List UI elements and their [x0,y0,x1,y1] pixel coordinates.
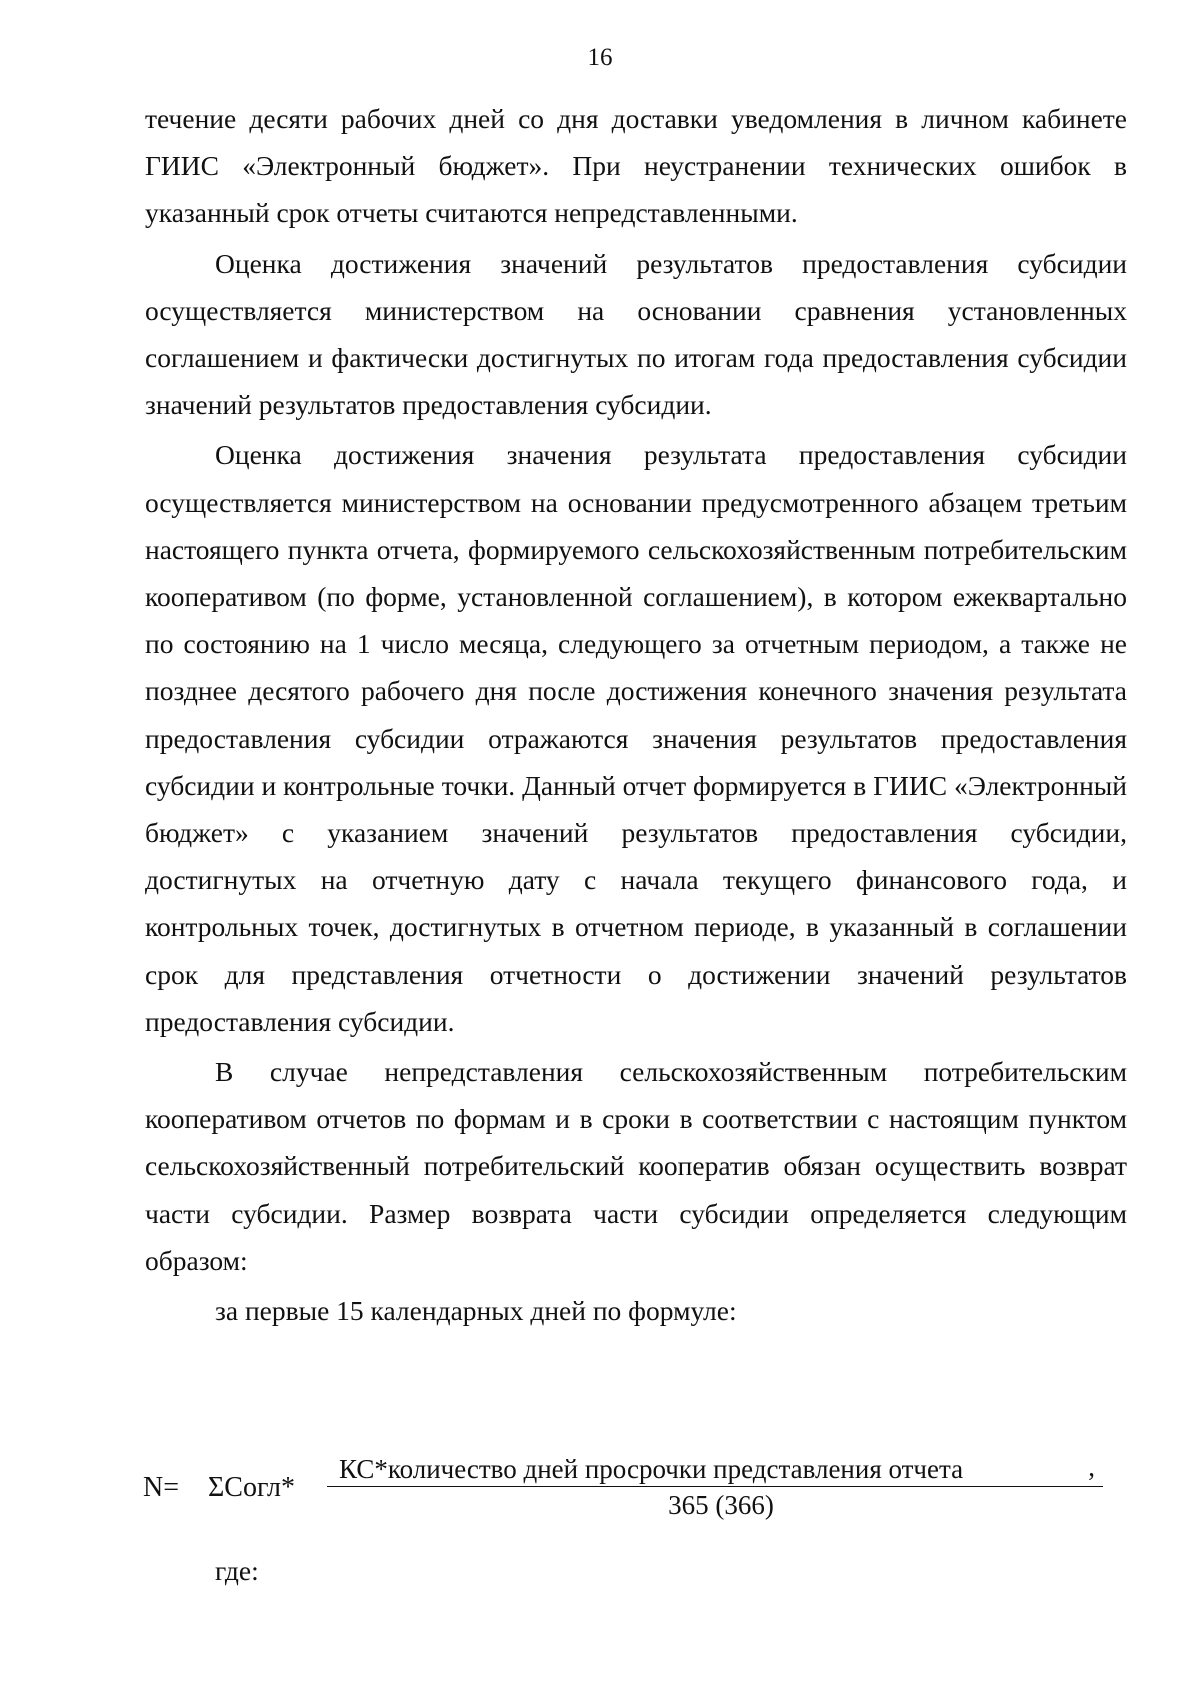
page-number: 16 [587,44,613,71]
formula [143,1452,1123,1532]
paragraph-3: Оценка достижения значения результата предоставления субсидии осуществляется министерством на основании предусмотренного абзацем третьим настоящего пункта отчета, формируемого сельскохозяйственным потребительским кооперативом (по форме, установленной соглашением), в котором ежеквартально по состоянию на 1 число месяца, следующего за отчетным периодом, а также не позднее десятого рабочего дня после достижения конечного значения результата предоставления субсидии отражаются значения результатов предоставления субсидии и контрольные точки. Данный отчет формируется в ГИИС «Электронный бюджет» с указанием значений результатов предоставления субсидии, достигнутых на отчетную дату с начала текущего финансового года, и контрольных точек, достигнутых в отчетном периоде, в указанный в соглашении срок для представления отчетности о достижении значений результатов предоставления субсидии. [145,439,1127,1037]
body-text [145,95,1127,1337]
formula-lhs: N= [143,1472,180,1503]
formula-denominator: 365 (366) [668,1490,774,1520]
paragraph-4: В случае непредставления сельскохозяйственным потребительским кооперативом отчетов по формам и в сроки в соответствии с настоящим пунктом сельскохозяйственный потребительский кооператив обязан осуществить возврат части субсидии. Размер возврата части субсидии определяется следующим образом: [145,1056,1127,1276]
formula-fraction [327,1452,1103,1523]
where-label: где: [215,1555,259,1586]
formula-numerator [327,1452,1103,1487]
paragraph-1: течение десяти рабочих дней со дня доставки уведомления в личном кабинете ГИИС «Электронный бюджет». При неустранении технических ошибок в указанный срок отчеты считаются непредставленными. [145,103,1127,229]
paragraph-5: за первые 15 календарных дней по формуле: [215,1295,737,1327]
formula-sum: ΣСогл* [208,1472,296,1503]
paragraph-2: Оценка достижения значений результатов предоставления субсидии осуществляется министерством на основании сравнения установленных соглашением и фактически достигнутых по итогам года предоставления субсидии значений результатов предоставления субсидии. [145,247,1127,421]
formula-numerator-text: КС*количество дней просрочки представления отчета [339,1454,964,1484]
formula-comma: , [1088,1452,1095,1482]
